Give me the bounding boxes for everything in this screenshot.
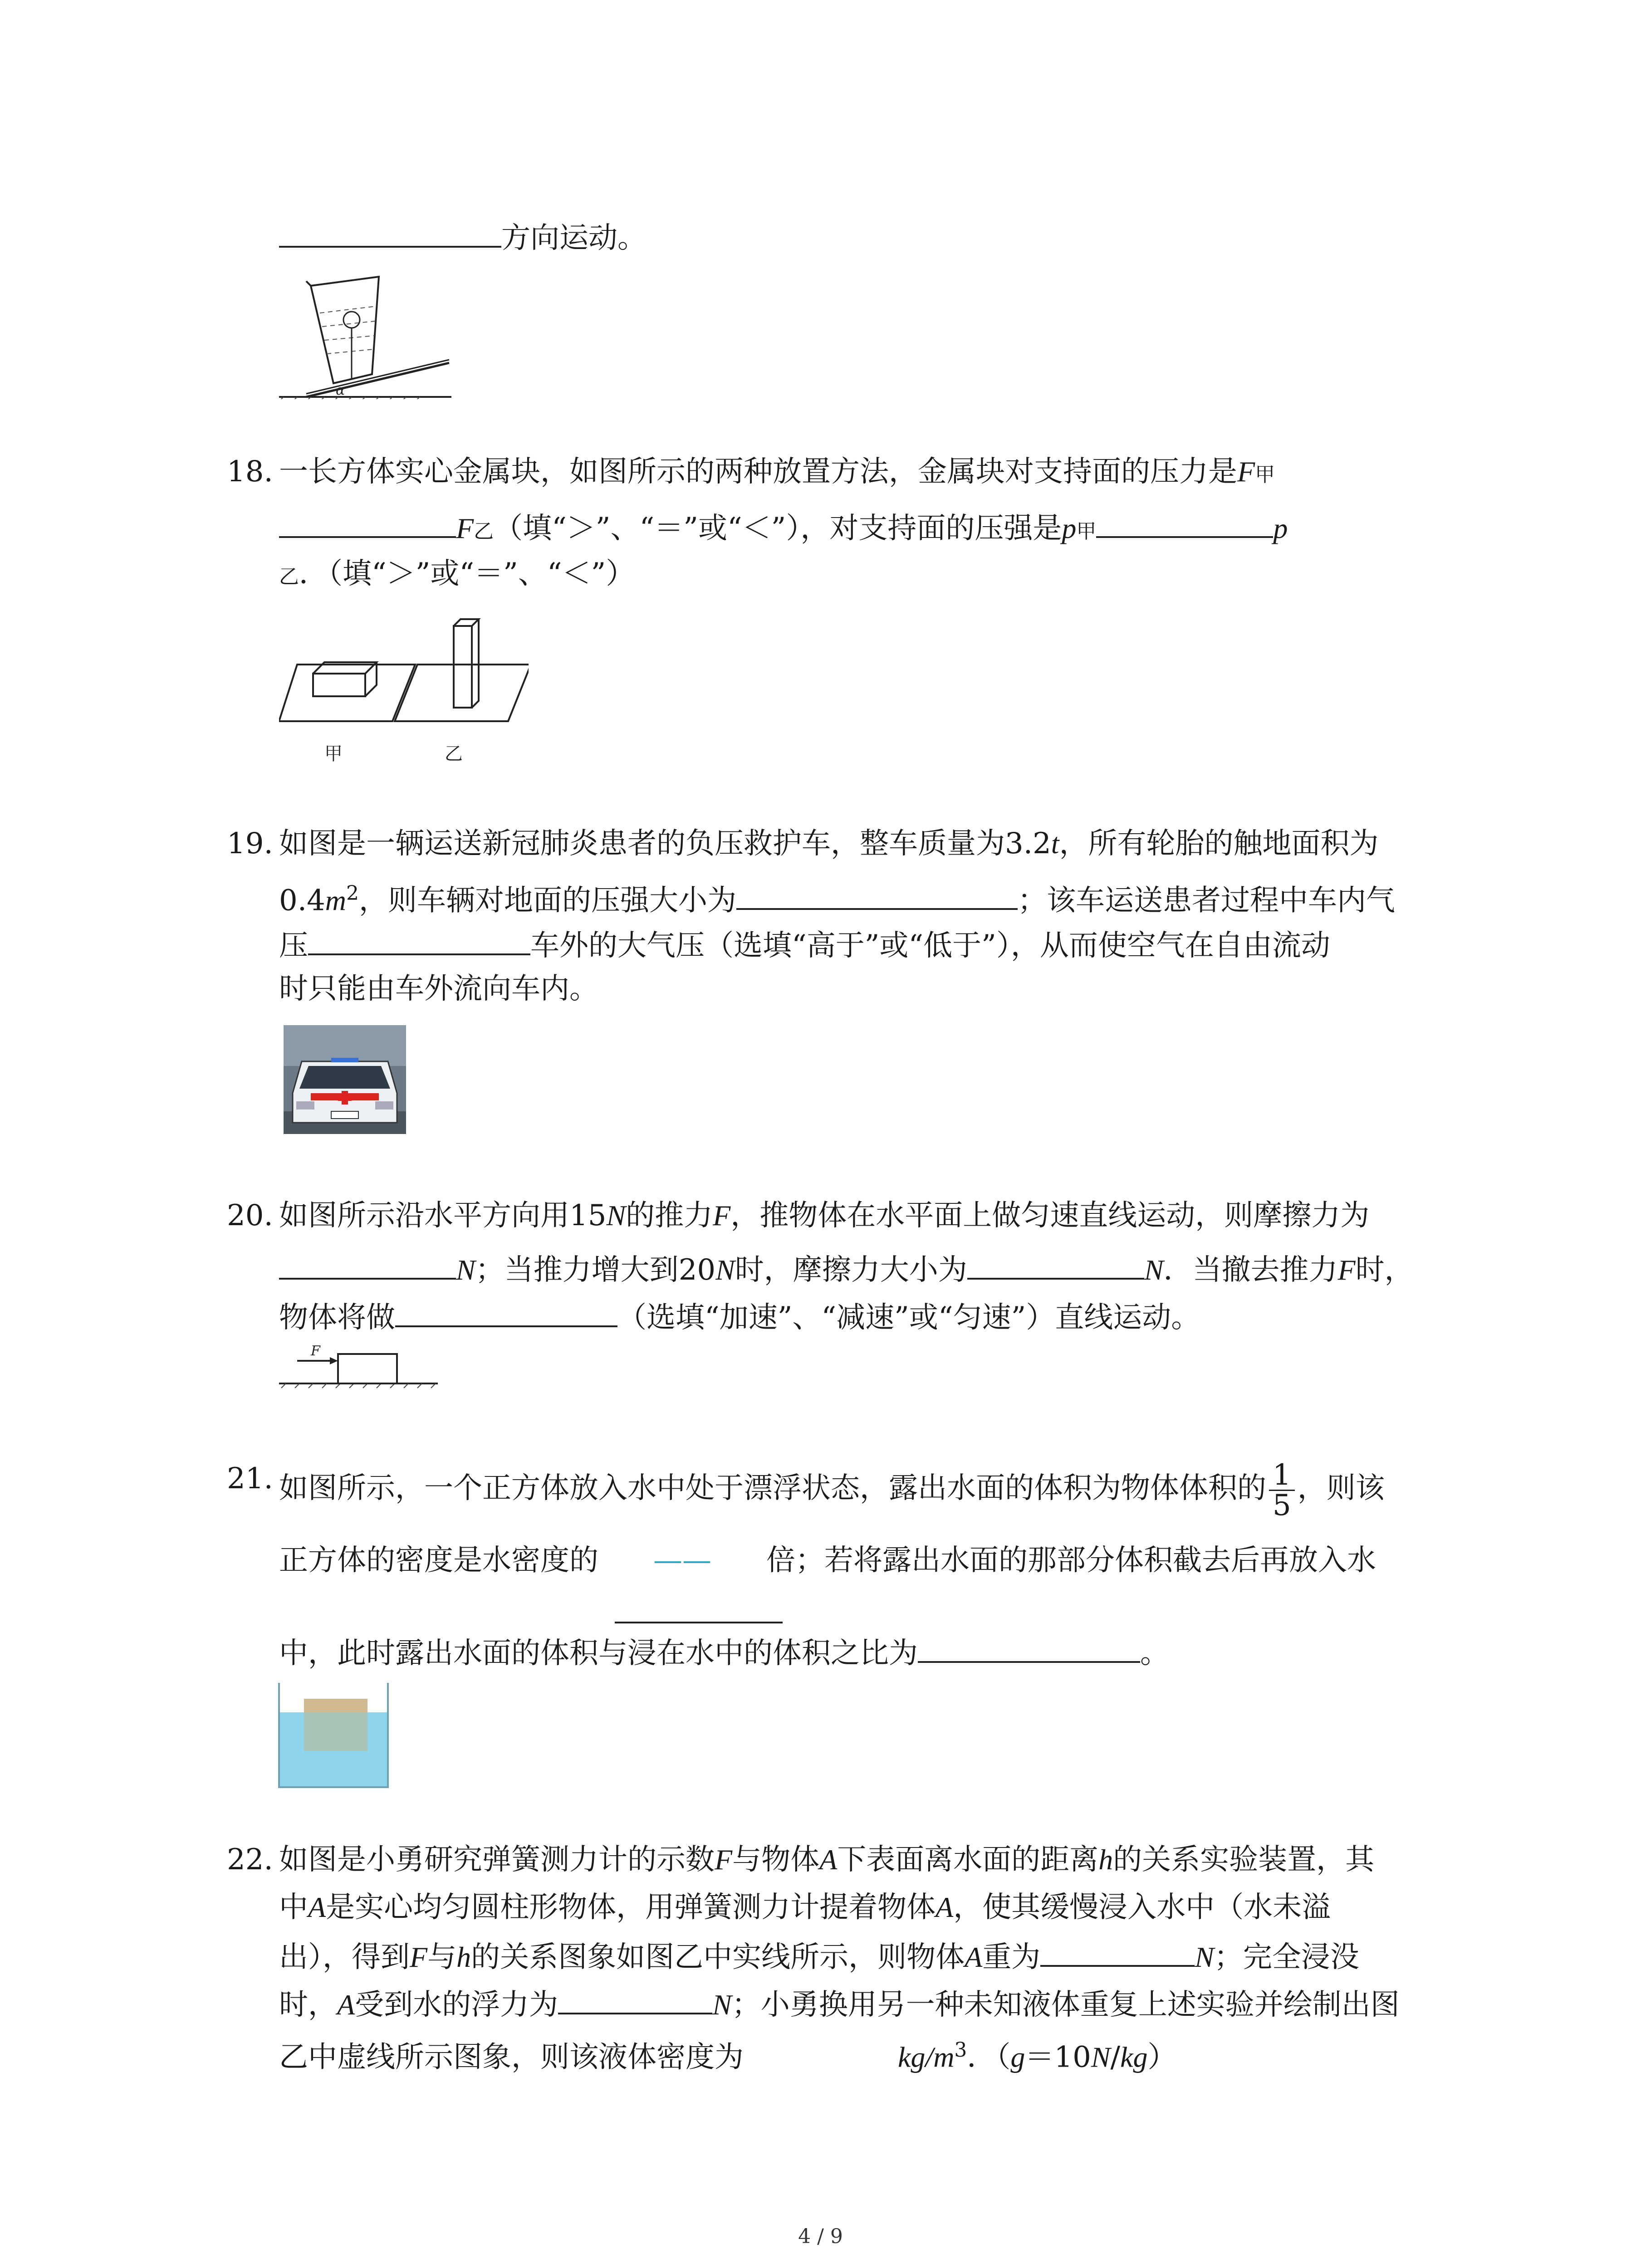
q21-fraction	[1269, 1458, 1295, 1522]
q19-number: 19.	[227, 827, 273, 860]
q18-blank-1[interactable]	[279, 508, 456, 538]
q20-line2b: 时，摩擦力大小为	[735, 1253, 967, 1287]
q17-tail-text: 方向运动。	[501, 221, 647, 255]
q18-label-jia: 甲	[324, 743, 343, 764]
q22-kg: kg	[1120, 2041, 1148, 2073]
q22-F2: F	[410, 1941, 428, 1973]
q19-blank-1[interactable]	[736, 880, 1018, 910]
q18-line1: 一长方体实心金属块，如图所示的两种放置方法，金属块对支持面的压力是	[279, 455, 1237, 489]
q20-blank-2[interactable]	[967, 1250, 1144, 1280]
q19-mass-unit: t	[1051, 827, 1059, 860]
q21-frac-num: 1	[1269, 1461, 1295, 1491]
q22-l1a: 如图是小勇研究弹簧测力计的示数	[279, 1843, 715, 1877]
q22-l2c: ，使其缓慢浸入水中（水未溢	[953, 1891, 1331, 1924]
q22-l4c: ；小勇换用另一种未知液体重复上述实验并绘制出图	[731, 1988, 1400, 2022]
q22-g: g	[1010, 2041, 1025, 2073]
q20-figure	[279, 1343, 442, 1393]
q20-blank-3[interactable]	[395, 1297, 617, 1327]
q18-line2: （填“＞”、“＝”或“＜”），对支持面的压强是	[494, 512, 1062, 545]
q18-F: F	[1237, 455, 1255, 488]
q22-F: F	[715, 1843, 733, 1876]
q21-line1: 如图所示，一个正方体放入水中处于漂浮状态，露出水面的体积为物体体积的	[279, 1471, 1266, 1505]
q22-l4b: 受到水的浮力为	[355, 1988, 558, 2022]
q21-line1b: ，则该	[1297, 1471, 1385, 1505]
q22-l5d: ）	[1147, 2040, 1177, 2074]
question-17-tail	[279, 218, 1549, 408]
q18-sub-jia2: 甲	[1076, 520, 1097, 543]
q18-F2: F	[456, 512, 474, 544]
q17-blank[interactable]	[279, 218, 501, 248]
q20-F-label: F	[311, 1343, 320, 1359]
q20-force2-value: 20	[678, 1253, 716, 1287]
q19-blank-2[interactable]	[308, 925, 530, 955]
q18-sub-yi2: 乙	[279, 565, 299, 588]
q20-line2a: ；当推力增大到	[475, 1253, 679, 1287]
q20-N-unit: N	[606, 1199, 626, 1232]
q22-l1b: 与物体	[732, 1843, 820, 1877]
q18-p: p	[1062, 512, 1077, 544]
q17-alpha-label: α	[336, 382, 345, 398]
q20-line1b: 的推力	[626, 1199, 713, 1232]
q22-l5c: ＝10	[1025, 2040, 1091, 2074]
q22-l3b: 与	[427, 1941, 457, 1974]
q18-figure	[279, 617, 529, 767]
q22-blank-1[interactable]	[1040, 1937, 1195, 1967]
q22-l2a: 中	[279, 1891, 308, 1924]
q21-blank-1[interactable]	[615, 1622, 783, 1623]
q22-l3c: 的关系图象如图乙中实线所示，则物体	[471, 1941, 965, 1974]
q19-area-value: 0.4	[279, 884, 325, 918]
q22-N3: N	[1091, 2041, 1111, 2073]
q18-line3: ．（填“＞”或“＝”、“＜”）	[299, 557, 635, 591]
q22-blank-2[interactable]	[558, 1984, 712, 2014]
q20-number: 20.	[227, 1199, 273, 1232]
q18-sub-yi: 乙	[474, 520, 494, 543]
q20-F-2: F	[1337, 1254, 1356, 1286]
q20-line3b: （选填“加速”、“减速”或“匀速”）直线运动。	[617, 1301, 1200, 1334]
q18-number: 18.	[227, 455, 273, 489]
q22-unit-kg-m: kg/m	[898, 2041, 955, 2073]
q19-line2a: ，则车辆对地面的压强大小为	[359, 884, 736, 918]
q18-p2: p	[1273, 512, 1288, 544]
q22-l5b: ．（	[967, 2040, 1011, 2074]
q19-line4: 时只能由车外流向车内。	[279, 972, 598, 1006]
question-21	[227, 1452, 1497, 1796]
q22-A: A	[819, 1843, 838, 1876]
q20-line1a: 如图所示沿水平方向用	[279, 1199, 569, 1232]
q22-l5a: 乙中虚线所示图象，则该液体密度为	[279, 2040, 744, 2074]
q20-N-unit-3: N	[715, 1254, 735, 1286]
q21-number: 21.	[227, 1462, 273, 1496]
q21-line3b: 。	[1140, 1637, 1169, 1670]
q19-line3a: 压	[279, 929, 308, 963]
q22-slash: /	[1110, 2040, 1121, 2074]
q22-unit-exp: 3	[954, 2038, 967, 2062]
q20-N-unit-2: N	[456, 1254, 475, 1286]
q18-sub-jia: 甲	[1255, 463, 1275, 486]
q20-line2c: ．当撤去推力	[1163, 1253, 1338, 1287]
q20-F: F	[713, 1199, 731, 1232]
q22-l1d: 的关系实验装置，其	[1113, 1843, 1375, 1877]
q22-l3d: 重为	[982, 1941, 1041, 1974]
q20-line2d: 时，	[1355, 1253, 1414, 1287]
q22-number: 22.	[227, 1843, 273, 1877]
q19-ambulance-photo	[284, 1025, 406, 1134]
q18-label-yi: 乙	[445, 743, 463, 764]
q19-area-unit: m	[325, 884, 346, 917]
q22-l4a: 时，	[279, 1988, 337, 2022]
question-19	[227, 826, 1497, 1143]
q22-h: h	[1098, 1843, 1113, 1876]
q19-line1a: 如图是一辆运送新冠肺炎患者的负压救护车，整车质量为	[279, 827, 1005, 860]
q18-blank-2[interactable]	[1096, 508, 1273, 538]
q19-mass-value: 3.2	[1005, 827, 1051, 860]
question-18	[227, 454, 1497, 771]
q22-N2: N	[712, 1989, 732, 2021]
q19-line2b: ；该车运送患者过程中车内气	[1018, 884, 1395, 918]
q19-line1b: ，所有轮胎的触地面积为	[1059, 827, 1379, 860]
q21-frac-den: 5	[1273, 1489, 1291, 1522]
page-number: 4 / 9	[798, 2225, 843, 2248]
q22-A2: A	[308, 1891, 326, 1923]
q22-l2b: 是实心均匀圆柱形物体，用弹簧测力计提着物体	[326, 1891, 936, 1924]
q22-l1c: 下表面离水面的距离	[837, 1843, 1099, 1877]
q20-line1c: ，推物体在水平面上做匀速直线运动，则摩擦力为	[730, 1199, 1370, 1232]
q19-area-exp: 2	[346, 882, 359, 905]
q22-l3a: 出），得到	[279, 1941, 410, 1974]
q20-N-unit-4: N	[1144, 1254, 1164, 1286]
q19-line3b: 车外的大气压（选填“高于”或“低于”），从而使空气在自由流动	[530, 929, 1330, 963]
q21-line2a: 正方体的密度是水密度的	[279, 1544, 598, 1577]
q21-blank-2[interactable]	[918, 1633, 1140, 1663]
question-22	[227, 1842, 1497, 2096]
q21-line3a: 中，此时露出水面的体积与浸在水中的体积之比为	[279, 1637, 918, 1670]
q22-N: N	[1195, 1941, 1214, 1973]
question-20	[227, 1198, 1497, 1402]
q21-line2b: 倍；若将露出水面的那部分体积截去后再放入水	[766, 1544, 1376, 1577]
q21-dash: ——	[653, 1544, 711, 1577]
q20-force-value: 15	[569, 1199, 607, 1232]
q22-l3e: ；完全浸没	[1214, 1941, 1359, 1974]
q22-A4: A	[965, 1941, 983, 1973]
q17-beaker-figure	[279, 268, 451, 399]
q20-blank-1[interactable]	[279, 1250, 456, 1280]
q22-h2: h	[456, 1941, 471, 1973]
q22-A3: A	[936, 1891, 954, 1923]
q22-A5: A	[337, 1989, 355, 2021]
q21-figure	[277, 1683, 395, 1792]
q20-line3a: 物体将做	[279, 1301, 395, 1334]
